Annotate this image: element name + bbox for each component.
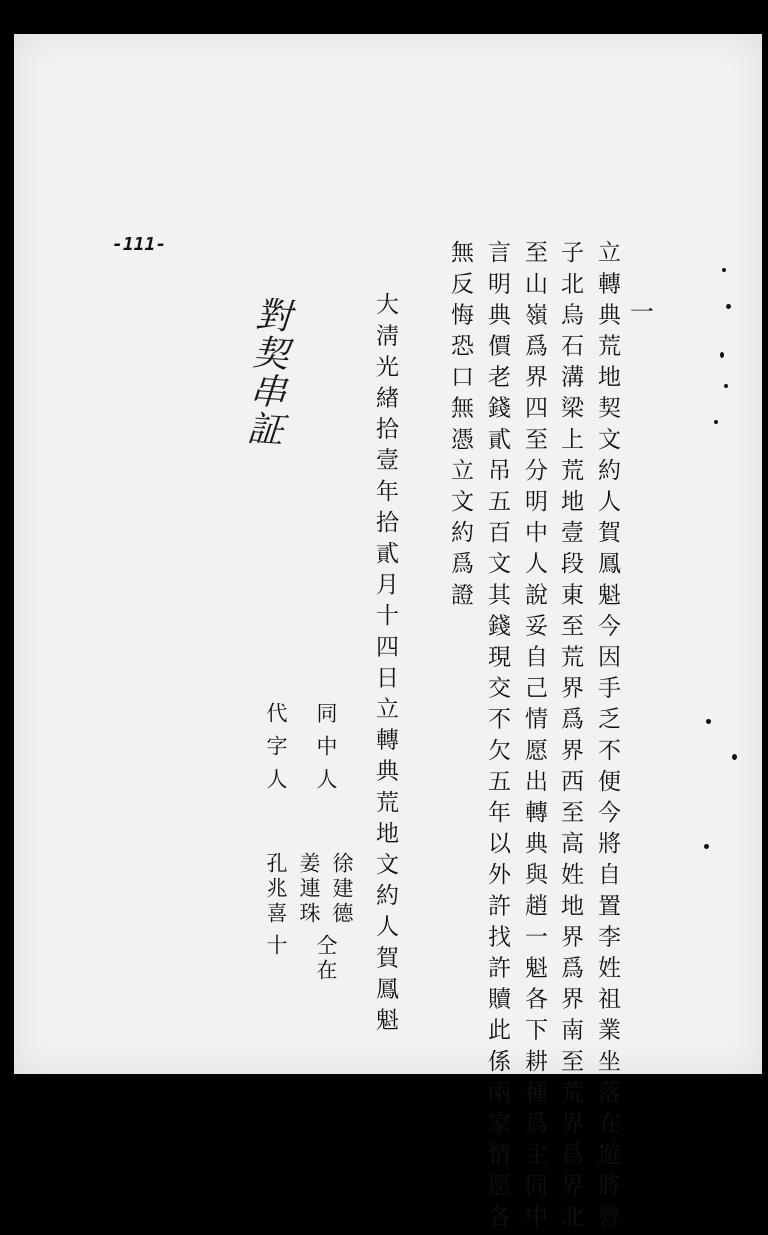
contract-line-5: 無反悔恐口無憑立文約爲證 — [447, 240, 473, 614]
contract-line-3: 至山嶺爲界四至分明中人說妥自己情愿出轉典與趙一魁各下耕種爲主同中 — [521, 240, 547, 1235]
middlemen-label: 同中人 — [314, 702, 338, 801]
middleman-name: 姜連珠 — [297, 852, 321, 927]
margin-speck — [704, 844, 709, 849]
middleman-name: 徐建德 — [330, 852, 354, 927]
writer-name: 孔兆喜 — [264, 852, 288, 927]
margin-speck — [706, 719, 711, 724]
margin-speck — [726, 304, 731, 309]
writer-label: 代字人 — [264, 702, 288, 801]
page-number: -111- — [112, 234, 167, 255]
contract-line-4: 言明典價老錢貳吊五百文其錢現交不欠五年以外許找許贖此係兩家情愿各 — [484, 240, 510, 1235]
margin-speck — [720, 352, 724, 358]
item-marker: 一 — [630, 298, 654, 326]
contract-line-1: 立轉典荒地契文約人賀鳳魁今因手乏不便今將自置李姓祖業坐落在遊將營 — [594, 240, 620, 1235]
annotation-stamp: 對契串証 — [240, 294, 293, 450]
date-line: 大淸光緖拾壹年拾貳月十四日立轉典荒地文約人賀鳳魁 — [372, 292, 398, 1039]
margin-speck — [724, 384, 728, 388]
margin-speck — [732, 754, 737, 760]
margin-speck — [714, 420, 718, 424]
middlemen-mark: 仝在 — [314, 934, 338, 984]
contract-line-2: 子北烏石溝梁上荒地壹段東至荒界爲界西至高姓地界爲界南至荒界爲界北 — [557, 240, 583, 1235]
document-page — [14, 34, 762, 1235]
margin-speck — [722, 268, 726, 272]
writer-mark: 十 — [264, 934, 288, 959]
